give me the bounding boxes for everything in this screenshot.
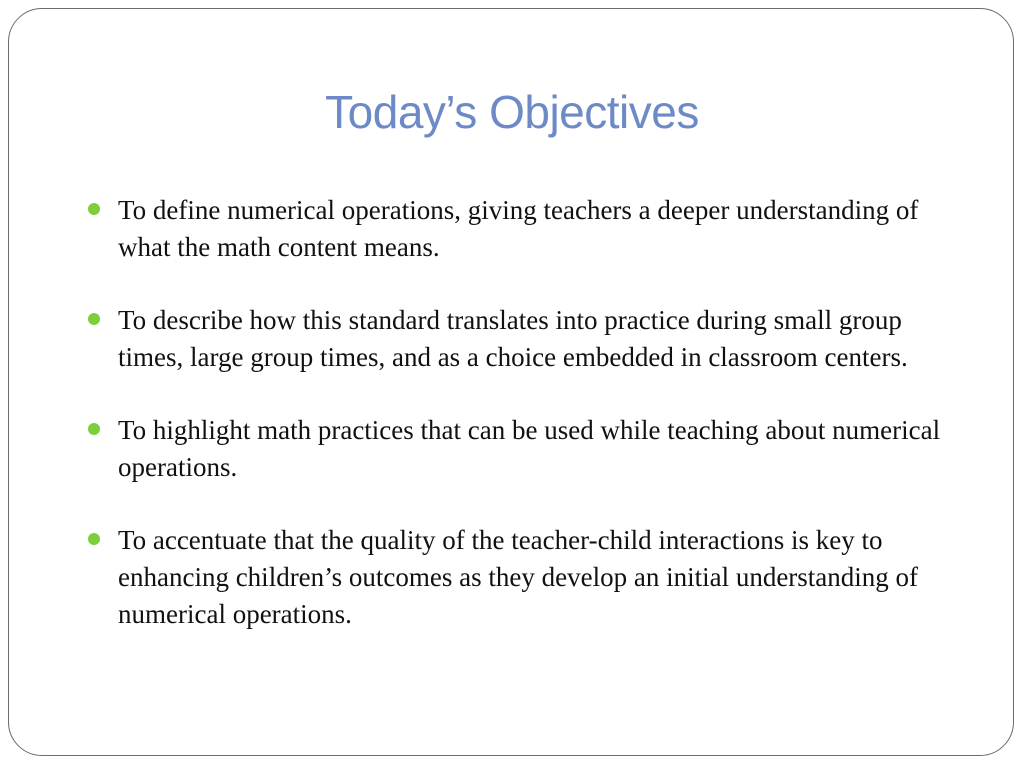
objective-text: To highlight math practices that can be used while teaching about numerical operations. <box>118 415 941 482</box>
list-item <box>88 412 948 486</box>
bullet-dot-icon <box>88 313 100 325</box>
bullet-dot-icon <box>88 423 100 435</box>
slide-title: Today’s Objectives <box>325 86 699 138</box>
bullet-dot-icon <box>88 203 100 215</box>
list-item <box>88 522 948 633</box>
bullet-dot-icon <box>88 533 100 545</box>
list-item <box>88 192 948 266</box>
objectives-list <box>88 192 948 669</box>
objective-text: To define numerical operations, giving teachers a deeper understanding of what the math content means. <box>118 195 919 262</box>
objective-text: To accentuate that the quality of the teacher-child interactions is key to enhancing children’s outcomes as they develop an initial understanding of numerical operations. <box>118 525 919 629</box>
list-item <box>88 302 948 376</box>
objective-text: To describe how this standard translates into practice during small group times, large group times, and as a choice embedded in classroom centers. <box>118 305 908 372</box>
